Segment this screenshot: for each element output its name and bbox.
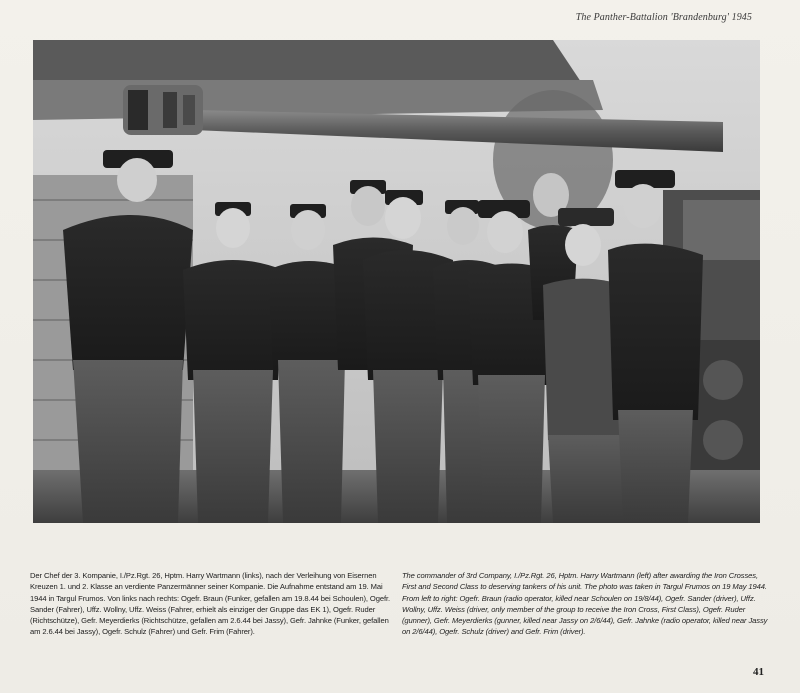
photo-illustration bbox=[33, 40, 760, 523]
page-number: 41 bbox=[753, 666, 764, 678]
caption-block bbox=[30, 570, 770, 660]
caption-german: Der Chef der 3. Kompanie, I./Pz.Rgt. 26, Hptm. Harry Wartmann (links), nach der Verleihung von Eisernen Kreuzen 1. und 2. Klasse an verdiente Panzermänner seiner Kompanie. Die Aufnahme entstand am 19. Mai 1944 in Targul Frumos. Von links nach rechts: Ogefr. Braun (Funker, gefallen am 19.8.44 bei Schoulen), Ogefr. Sander (Fahrer), Uffz. Wollny, Uffz. Weiss (Fahrer, erhielt als einziger der Gruppe das EK 1), Ogefr. Ruder (Richtschütze), Gefr. Meyerdierks (Richtschütze, gefallen am 2.6.44 bei Jassy), Gefr. Jahnke (Funker, gefallen am 2.6.44 bei Jassy), Ogefr. Schulz (Fahrer) und Gefr. Frim (Fahrer). bbox=[30, 571, 390, 637]
caption-english: The commander of 3rd Company, I./Pz.Rgt. 26, Hptm. Harry Wartmann (left) after awarding the Iron Crosses, First and Second Class to deserving tankers of his unit. The photo was taken in Targul Frumos on 19 May 1944. From left to right: Ogefr. Braun (radio operator, killed near Schoulen on 19/8/44), Ogefr. Sander (driver), Uffz. Wollny, Uffz. Weiss (driver, only member of the group to receive the Iron Cross, First Class), Ogefr. Ruder (gunner), Gefr. Meyerdierks (gunner, killed near Jassy on 2/6/44), Gefr. Jahnke (radio operator, killed near Jassy on 2/6/44), Ogefr. Schulz (driver) and Gefr. Frim (driver). bbox=[402, 571, 768, 637]
running-head: The Panther-Battalion 'Brandenburg' 1945 bbox=[575, 12, 752, 23]
group-photograph bbox=[33, 40, 760, 523]
